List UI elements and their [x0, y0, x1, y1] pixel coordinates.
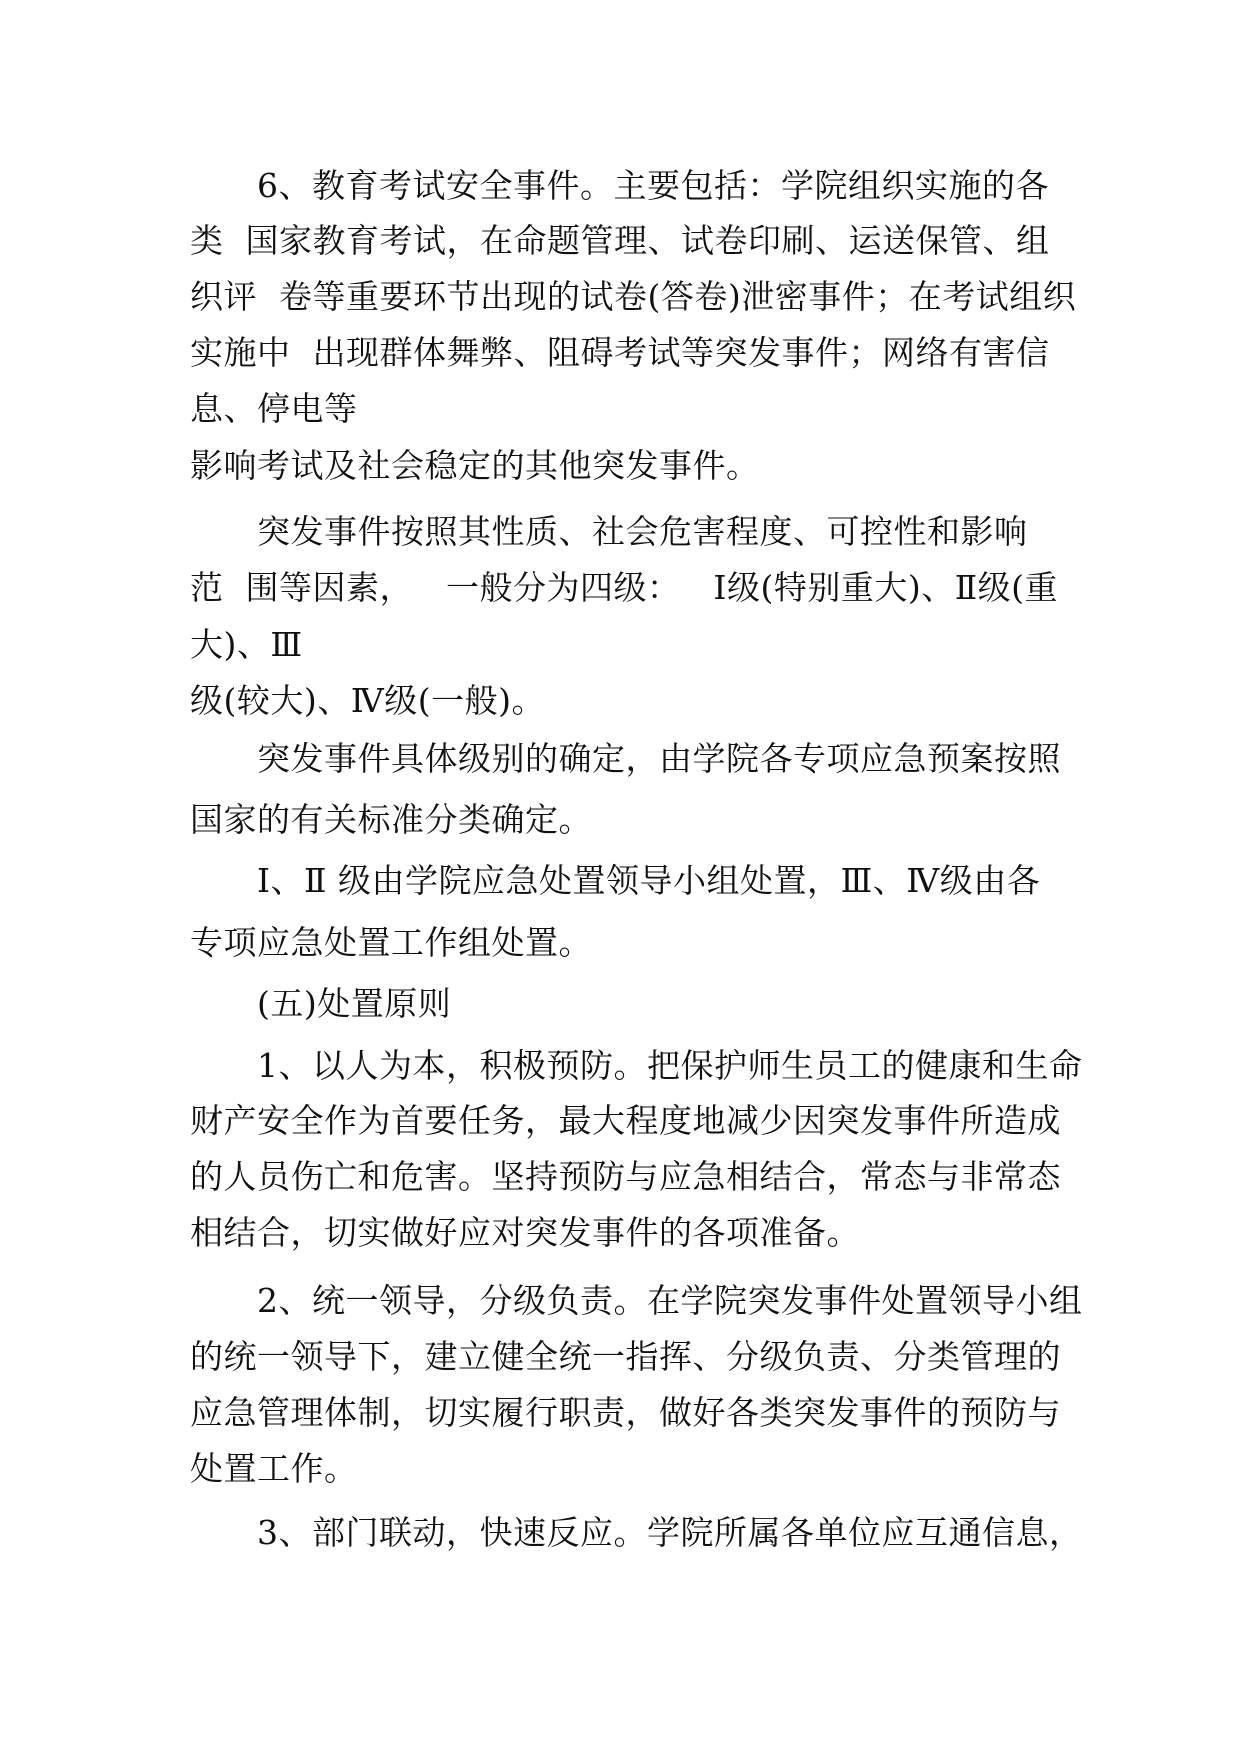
text-line: 2、统一领导，分级负责。在学院突发事件处置领导小组: [257, 1281, 1083, 1320]
text-line: 相结合，切实做好应对突发事件的各项准备。: [190, 1213, 860, 1252]
text-line: Ⅰ、Ⅱ 级由学院应急处置领导小组处置，Ⅲ、Ⅳ级由各: [257, 861, 1041, 900]
section-heading: (五)处置原则: [257, 984, 452, 1023]
text-line: 范 围等因素， 一般分为四级： Ⅰ级(特别重大)、Ⅱ级(重: [190, 568, 1059, 607]
text-line: 处置工作。: [190, 1449, 358, 1488]
text-line: 专项应急处置工作组处置。: [190, 923, 592, 962]
text-line: 大)、Ⅲ: [190, 625, 303, 664]
text-line: 3、部门联动，快速反应。学院所属各单位应互通信息，: [257, 1513, 1083, 1552]
text-line: 息、停电等: [190, 389, 358, 428]
text-line: 财产安全作为首要任务，最大程度地减少因突发事件所造成: [190, 1101, 1061, 1140]
text-line: 应急管理体制，切实履行职责，做好各类突发事件的预防与: [190, 1393, 1061, 1432]
text-line: 突发事件具体级别的确定，由学院各专项应急预案按照: [257, 739, 1061, 778]
text-line: 类 国家教育考试，在命题管理、试卷印刷、运送保管、组: [190, 221, 1050, 260]
text-line: 织评 卷等重要环节出现的试卷(答卷)泄密事件；在考试组织: [190, 277, 1077, 316]
text-line: 国家的有关标准分类确定。: [190, 800, 592, 839]
text-line: 的统一领导下，建立健全统一指挥、分级负责、分类管理的: [190, 1337, 1061, 1376]
text-line: 6、教育考试安全事件。主要包括：学院组织实施的各: [257, 166, 1049, 205]
text-line: 1、以人为本，积极预防。把保护师生员工的健康和生命: [257, 1046, 1083, 1085]
text-line: 级(较大)、Ⅳ级(一般)。: [190, 681, 545, 720]
text-line: 影响考试及社会稳定的其他突发事件。: [190, 446, 760, 485]
text-line: 实施中 出现群体舞弊、阻碍考试等突发事件；网络有害信: [190, 333, 1050, 372]
text-line: 的人员伤亡和危害。坚持预防与应急相结合，常态与非常态: [190, 1157, 1061, 1196]
text-line: 突发事件按照其性质、社会危害程度、可控性和影响: [257, 512, 1028, 551]
